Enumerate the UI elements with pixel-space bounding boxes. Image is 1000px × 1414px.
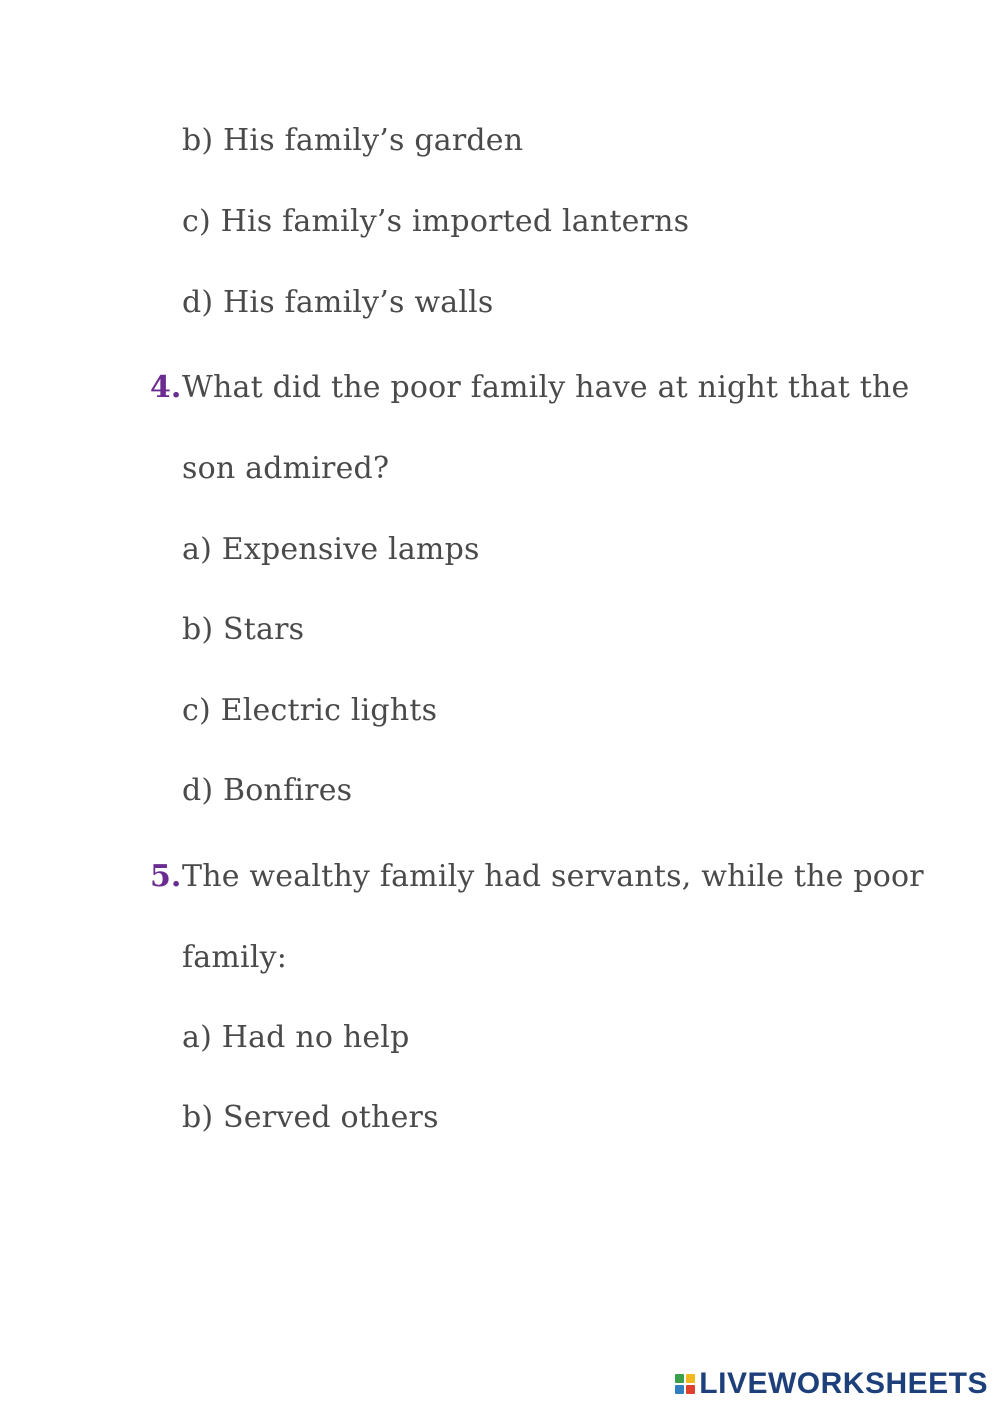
- q4-option-b: b) Stars: [182, 612, 305, 647]
- q5-option-a: a) Had no help: [182, 1020, 410, 1055]
- q5-question-line2: family:: [182, 940, 288, 975]
- q4-option-c: c) Electric lights: [182, 693, 438, 728]
- q4-question-line2: son admired?: [182, 451, 390, 486]
- q3-option-c: c) His family’s imported lanterns: [182, 204, 690, 239]
- logo-text: LIVEWORKSHEETS: [699, 1367, 988, 1400]
- liveworksheets-logo-icon: [675, 1374, 695, 1394]
- q5-question-line1: The wealthy family had servants, while the poor: [182, 859, 924, 894]
- q4-option-d: d) Bonfires: [182, 773, 353, 808]
- q3-option-b: b) His family’s garden: [182, 123, 524, 158]
- q4-option-a: a) Expensive lamps: [182, 532, 480, 567]
- q3-option-d: d) His family’s walls: [182, 285, 494, 320]
- liveworksheets-logo[interactable]: [675, 1368, 988, 1400]
- q5-number: 5.: [150, 859, 182, 894]
- q4-question-line1: What did the poor family have at night that the: [182, 370, 910, 405]
- q4-number: 4.: [150, 370, 182, 405]
- q5-option-b: b) Served others: [182, 1100, 439, 1135]
